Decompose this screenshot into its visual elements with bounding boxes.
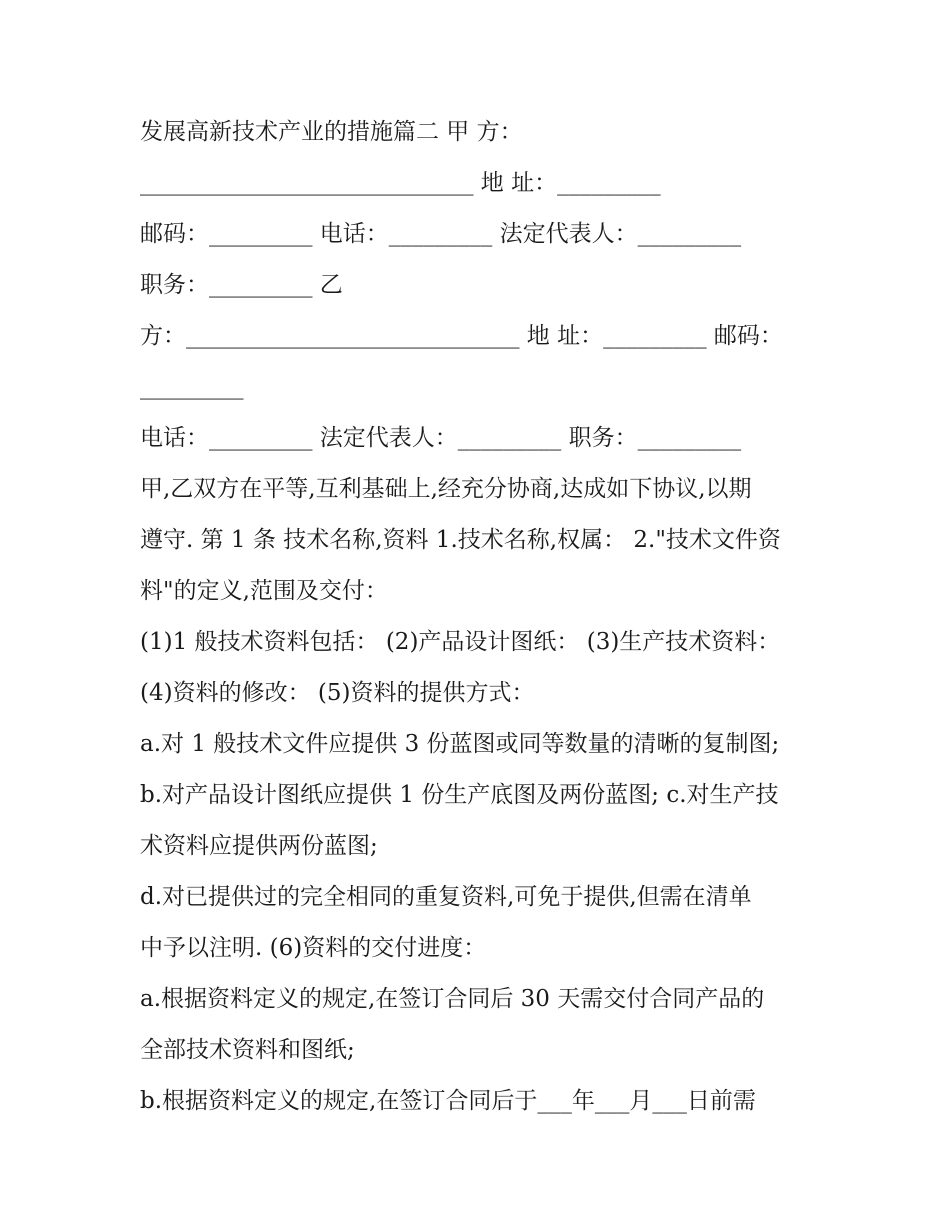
text-line: d.对已提供过的完全相同的重复资料,可免于提供,但需在清单 xyxy=(140,884,752,910)
text-line: (1)1 般技术资料包括： (2)产品设计图纸： (3)生产技术资料： xyxy=(140,629,781,655)
text-line: _________ xyxy=(140,374,244,400)
text-line: 料"的定义,范围及交付： xyxy=(140,578,388,604)
text-line: _____________________________ 地 址：_________ xyxy=(140,170,661,196)
document-body xyxy=(140,107,810,1127)
text-line: 方：_____________________________ 地 址：_________ 邮码： xyxy=(140,323,783,349)
text-line: 甲,乙双方在平等,互利基础上,经充分协商,达成如下协议,以期 xyxy=(140,476,752,502)
text-line: 发展高新技术产业的措施篇二 甲 方： xyxy=(140,119,523,145)
text-line: (4)资料的修改： (5)资料的提供方式： xyxy=(140,680,535,706)
text-line: b.对产品设计图纸应提供 1 份生产底图及两份蓝图; c.对生产技 xyxy=(140,782,779,808)
text-line: 全部技术资料和图纸; xyxy=(140,1037,355,1063)
text-line: a.根据资料定义的规定,在签订合同后 30 天需交付合同产品的 xyxy=(140,986,765,1012)
text-line: a.对 1 般技术文件应提供 3 份蓝图或同等数量的清晰的复制图; xyxy=(140,731,780,757)
text-line: 邮码：_________ 电话：_________ 法定代表人：_________ xyxy=(140,221,742,247)
text-line: 术资料应提供两份蓝图; xyxy=(140,833,378,859)
text-line: 电话：_________ 法定代表人：_________ 职务：_________ xyxy=(140,425,742,451)
text-line: b.根据资料定义的规定,在签订合同后于___年___月___日前需 xyxy=(140,1088,756,1114)
text-line: 职务：_________ 乙 xyxy=(140,272,343,298)
text-line: 中予以注明. (6)资料的交付进度： xyxy=(140,935,487,961)
text-line: 遵守. 第 1 条 技术名称,资料 1.技术名称,权属： 2."技术文件资 xyxy=(140,527,781,553)
